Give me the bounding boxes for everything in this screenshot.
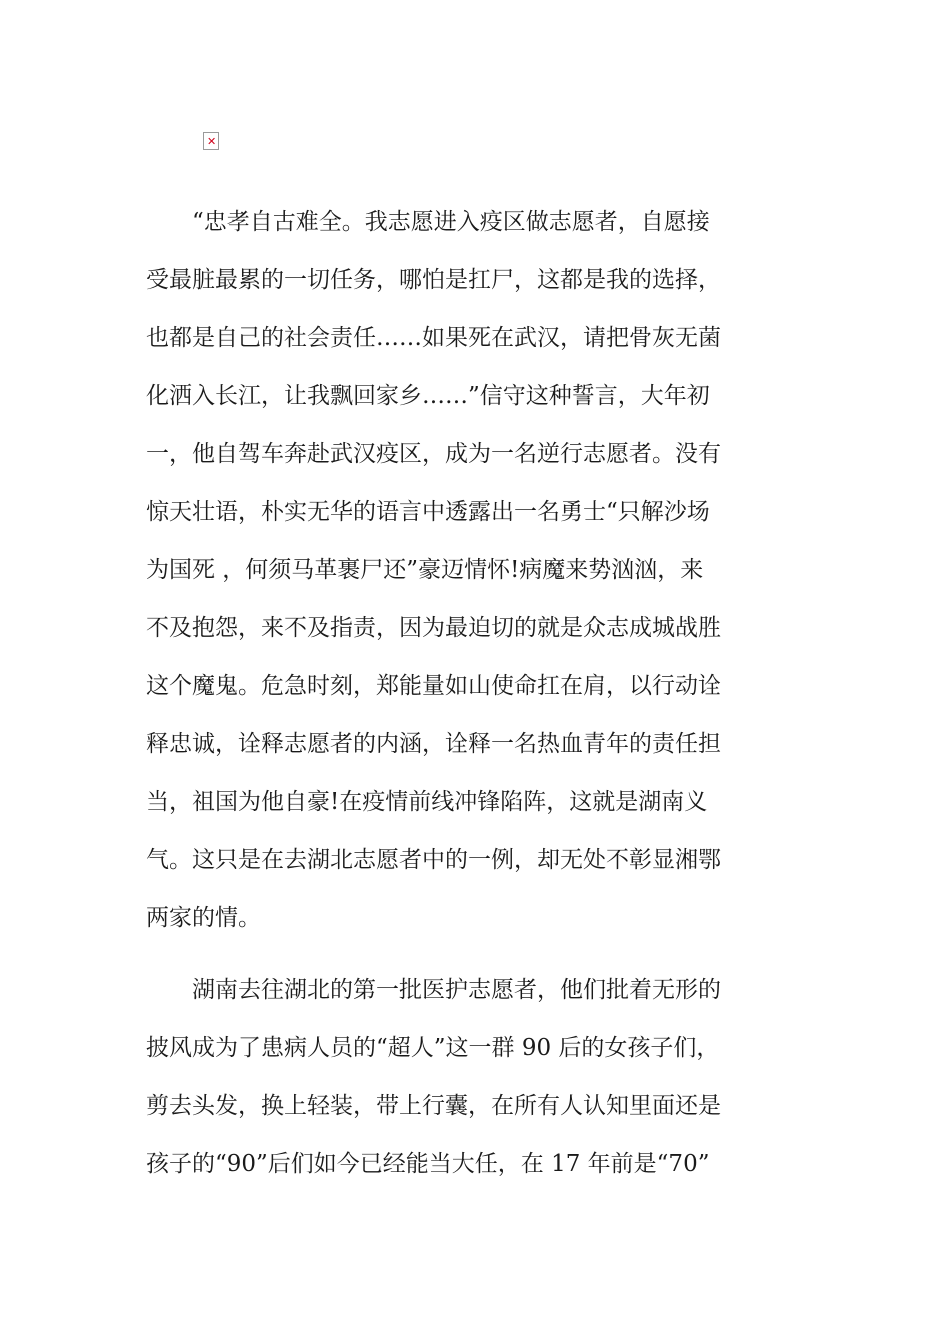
text-line: 一，他自驾车奔赴武汉疫区，成为一名逆行志愿者。没有 <box>146 441 721 467</box>
body-text <box>146 193 806 1193</box>
text-line: 气。这只是在去湖北志愿者中的一例，却无处不彰显湘鄂 <box>146 847 721 873</box>
paragraph-2 <box>146 961 806 1193</box>
text-line: 两家的情。 <box>146 905 261 931</box>
text-line: 化洒入长江，让我飘回家乡……”信守这种誓言，大年初 <box>146 383 710 409</box>
text-line: 受最脏最累的一切任务，哪怕是扛尸，这都是我的选择， <box>146 267 721 293</box>
paragraph-1 <box>146 193 806 947</box>
text-line: 释忠诚，诠释志愿者的内涵，诠释一名热血青年的责任担 <box>146 731 721 757</box>
text-line: 披风成为了患病人员的“超人”这一群 90 后的女孩子们， <box>146 1035 720 1061</box>
text-line: 这个魔鬼。危急时刻，郑能量如山使命扛在肩，以行动诠 <box>146 673 721 699</box>
text-line: 不及抱怨，来不及指责，因为最迫切的就是众志成城战胜 <box>146 615 721 641</box>
text-line: 惊天壮语，朴实无华的语言中透露出一名勇士“只解沙场 <box>146 499 710 525</box>
text-line: 为国死 ，何须马革裹尸还”豪迈情怀!病魔来势汹汹，来 <box>146 557 704 583</box>
text-line: 也都是自己的社会责任……如果死在武汉，请把骨灰无菌 <box>146 325 721 351</box>
text-line: 剪去头发，换上轻装，带上行囊，在所有人认知里面还是 <box>146 1093 721 1119</box>
broken-image-x-mark: ✕ <box>207 135 217 148</box>
text-line: 孩子的“90”后们如今已经能当大任，在 17 年前是“70” <box>146 1151 710 1177</box>
text-line: 当，祖国为他自豪!在疫情前线冲锋陷阵，这就是湖南义 <box>146 789 708 815</box>
text-line: “忠孝自古难全。我志愿进入疫区做志愿者，自愿接 <box>192 209 710 235</box>
broken-image-icon <box>203 132 219 150</box>
text-line: 湖南去往湖北的第一批医护志愿者，他们批着无形的 <box>192 977 721 1003</box>
